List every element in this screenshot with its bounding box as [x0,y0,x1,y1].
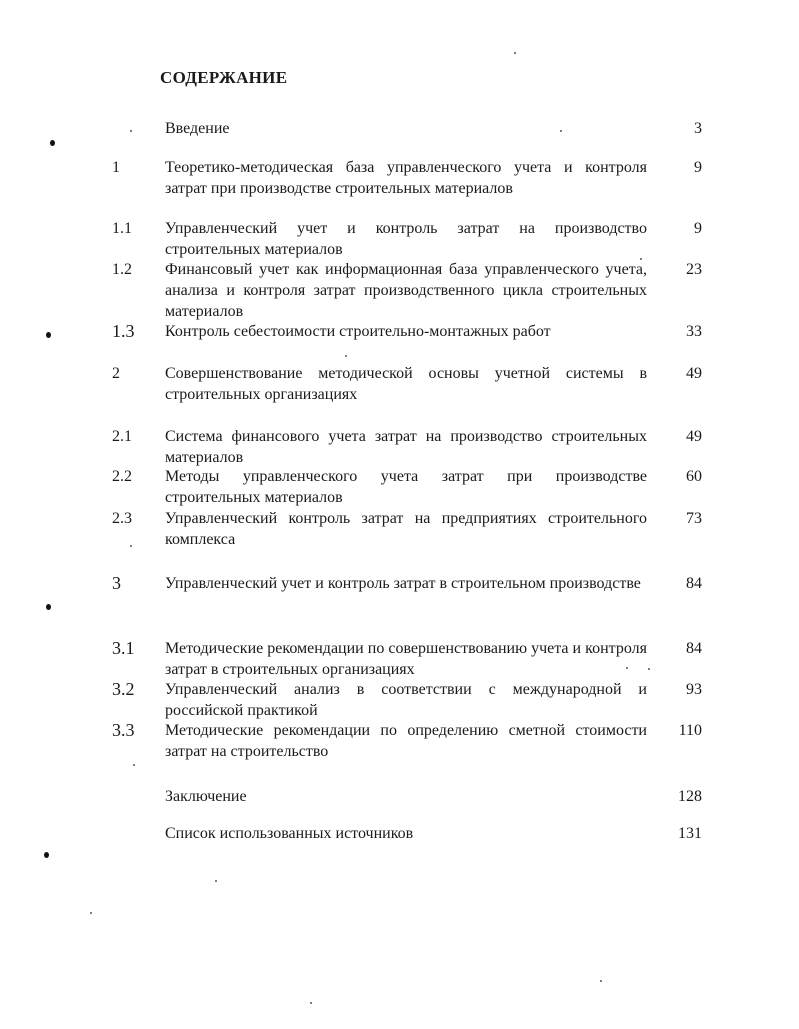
scan-speck [560,130,562,132]
toc-entry-page: 128 [678,788,702,805]
toc-entry-title: Управленческий учет и контроль затрат в строительном производстве [165,575,641,592]
toc-entry-title: Методы управленческого учета затрат при производстве строительных материалов [165,468,647,506]
scan-speck [640,258,642,260]
scan-mark [46,604,51,610]
scan-speck [648,668,650,670]
toc-entry-number: 3.3 [112,720,135,740]
toc-entry-page: 9 [694,220,702,237]
toc-entry-page: 84 [686,640,702,657]
toc-entry-title: Система финансового учета затрат на производство строительных материалов [165,428,647,466]
toc-entry-title: Введение [165,120,230,137]
scan-mark [46,332,51,338]
toc-entry-page: 73 [686,510,702,527]
toc-entry-number: 2 [112,365,120,382]
scan-speck [310,1002,312,1004]
scan-speck [133,764,135,766]
page-title: СОДЕРЖАНИЕ [160,68,288,87]
toc-entry-number: 1.3 [112,321,135,341]
scan-speck [345,355,347,357]
toc-entry-title: Управленческий контроль затрат на предприятиях строительного комплекса [165,510,647,548]
toc-entry-title: Контроль себестоимости строительно-монтажных работ [165,323,551,340]
toc-entry-title: Финансовый учет как информационная база управленческого учета, анализа и контроля затрат производственного цикла строительных материалов [165,261,647,320]
scan-speck [90,912,92,914]
scan-speck [130,130,132,132]
toc-entry-page: 93 [686,681,702,698]
scan-speck [626,667,628,669]
toc-entry-page: 33 [686,323,702,340]
toc-entry-title: Методические рекомендации по совершенствованию учета и контроля затрат в строительных организациях [165,640,647,678]
scan-mark [44,852,49,858]
toc-entry-number: 1.2 [112,261,132,278]
toc-entry-number: 2.2 [112,468,132,485]
toc-entry-number: 2.3 [112,510,132,527]
toc-entry-page: 9 [694,159,702,176]
toc-entry-title: Методические рекомендации по определению сметной стоимости затрат на строительство [165,722,647,760]
scan-mark [50,140,55,146]
toc-entry-title: Управленческий учет и контроль затрат на производство строительных материалов [165,220,647,258]
toc-entry-title: Заключение [165,788,247,805]
scan-speck [215,880,217,882]
toc-entry-number: 3.2 [112,679,135,699]
scan-speck [600,980,602,982]
toc-entry-page: 3 [694,120,702,137]
toc-entry-title: Совершенствование методической основы учетной системы в строительных организациях [165,365,647,403]
scan-speck [130,545,132,547]
scan-speck [514,52,516,54]
toc-entry-page: 60 [686,468,702,485]
toc-entry-page: 131 [678,825,702,842]
toc-entry-title: Теоретико-методическая база управленческого учета и контроля затрат при производстве строительных материалов [165,159,647,197]
toc-entry-title: Управленческий анализ в соответствии с международной и российской практикой [165,681,647,719]
toc-entry-number: 1 [112,159,120,176]
toc-entry-page: 23 [686,261,702,278]
toc-entry-number: 2.1 [112,428,132,445]
toc-entry-page: 49 [686,428,702,445]
toc-entry-number: 3 [112,573,121,593]
toc-entry-page: 49 [686,365,702,382]
toc-entry-title: Список использованных источников [165,825,414,842]
toc-entry-page: 84 [686,575,702,592]
toc-entry-number: 3.1 [112,638,135,658]
toc-entry-number: 1.1 [112,220,132,237]
toc-entry-page: 110 [678,722,702,739]
